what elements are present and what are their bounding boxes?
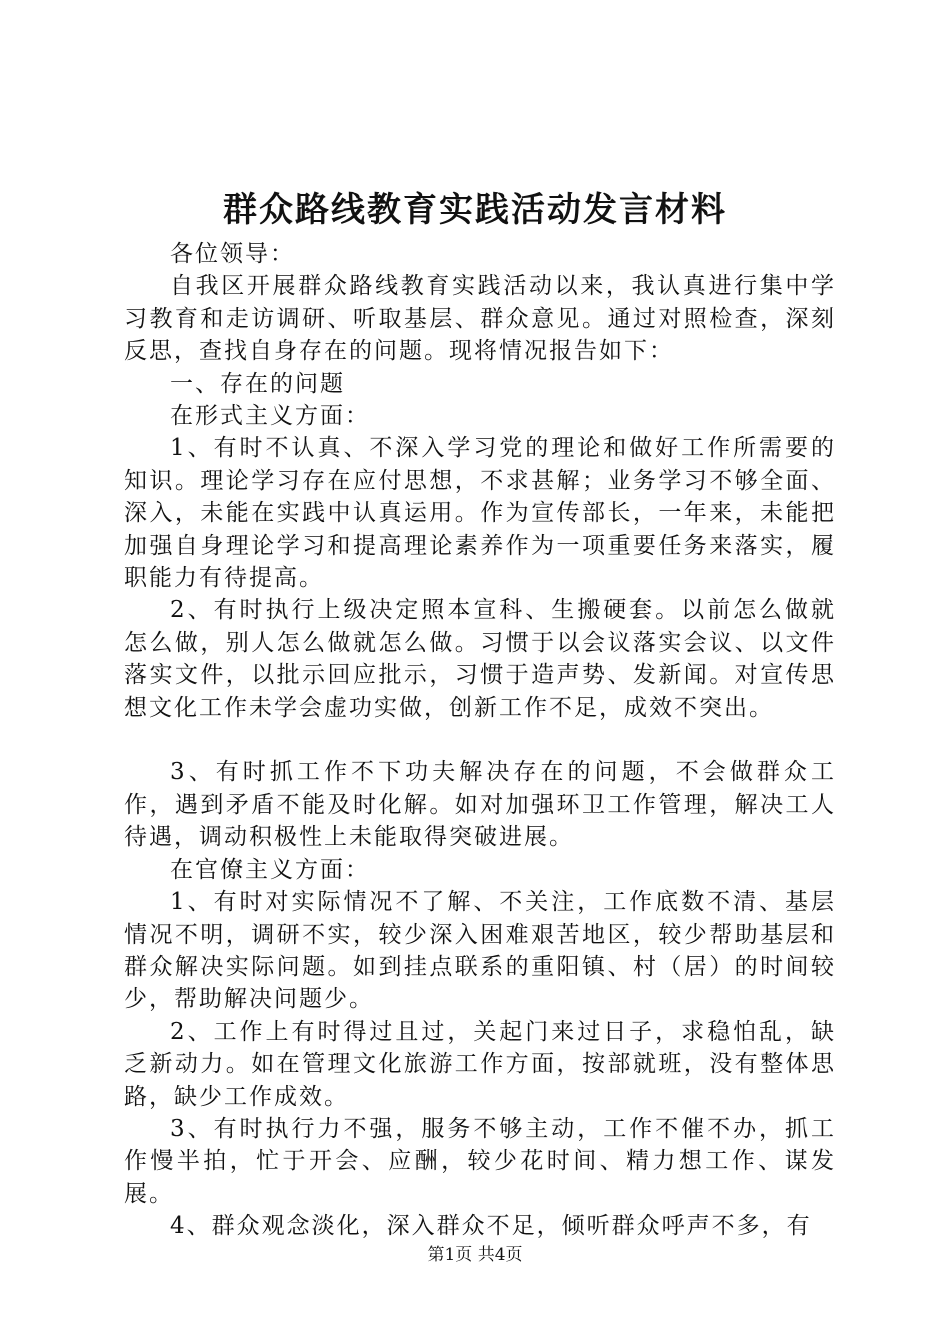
subsection-heading-bureaucracy: 在官僚主义方面： <box>170 856 370 883</box>
intro-paragraph: 自我区开展群众路线教育实践活动以来，我认真进行集中学习教育和走访调研、听取基层、群众意见。通过对照检查，深刻反思，查找自身存在的问题。现将情况报告如下： <box>124 273 836 365</box>
subsection-heading-formalism: 在形式主义方面： <box>170 403 370 430</box>
blank-line <box>124 724 836 756</box>
bureaucracy-item-3: 3、有时执行力不强，服务不够主动，工作不催不办，抓工作慢半拍，忙于开会、应酬，较少花时间、精力想工作、谋发展。 <box>124 1115 836 1207</box>
page-number-footer: 第1页 共4页 <box>427 1245 523 1265</box>
bureaucracy-item-1: 1、有时对实际情况不了解、不关注，工作底数不清、基层情况不明，调研不实，较少深入困难艰苦地区，较少帮助基层和群众解决实际问题。如到挂点联系的重阳镇、村（居）的时间较少，帮助解决问题少。 <box>124 889 836 1013</box>
bureaucracy-item-4: 4、群众观念淡化，深入群众不足，倾听群众呼声不多，有 <box>170 1213 812 1240</box>
document-body <box>124 238 836 1243</box>
section-heading: 一、存在的问题 <box>170 370 345 397</box>
formalism-item-3: 3、有时抓工作不下功夫解决存在的问题，不会做群众工作，遇到矛盾不能及时化解。如对加强环卫工作管理，解决工人待遇，调动积极性上未能取得突破进展。 <box>124 759 836 851</box>
formalism-item-1: 1、有时不认真、不深入学习党的理论和做好工作所需要的知识。理论学习存在应付思想，不求甚解；业务学习不够全面、深入，未能在实践中认真运用。作为宣传部长，一年来，未能把加强自身理论学习和提高理论素养作为一项重要任务来落实，履职能力有待提高。 <box>124 435 836 592</box>
bureaucracy-item-2: 2、工作上有时得过且过，关起门来过日子，求稳怕乱，缺乏新动力。如在管理文化旅游工作方面，按部就班，没有整体思路，缺少工作成效。 <box>124 1018 836 1110</box>
document-title: 群众路线教育实践活动发言材料 <box>223 190 727 230</box>
formalism-item-2: 2、有时执行上级决定照本宣科、生搬硬套。以前怎么做就怎么做，别人怎么做就怎么做。习惯于以会议落实会议、以文件落实文件，以批示回应批示，习惯于造声势、发新闻。对宣传思想文化工作未学会虚功实做，创新工作不足，成效不突出。 <box>124 597 836 721</box>
salutation: 各位领导： <box>170 241 295 267</box>
